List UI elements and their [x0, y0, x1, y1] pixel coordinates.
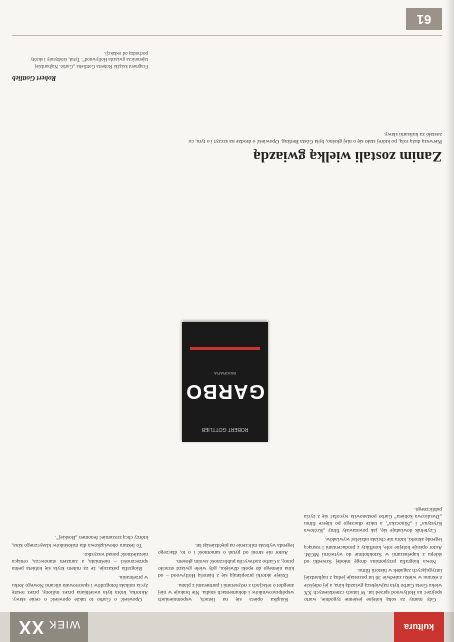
binding-shadow	[446, 0, 454, 642]
source-footnote: Fragment książki Roberta Gottlieba „Garbo. Najbardziej tajemnicza gwiazda Hollywood”. Tytuł, śródtytuły i skróty pochodzą od redakcji.	[30, 49, 148, 68]
magazine-name	[10, 612, 88, 642]
paragraph: To lektura obowiązkowa dla miłośników klasycznego kina, którzy chcą zrozumieć fenomen „Boskiej”.	[12, 534, 148, 548]
cover-subtitle: BIOGRAFIA	[214, 371, 236, 376]
paragraph: Dzieje aktorki przeplatają się z historią Hollywood – od kina niemego do epoki dźwięku, gdy wiele gwiazd straciło pracę, a Garbo zachwyciła publiczność swoim głosem.	[158, 557, 294, 579]
magazine-title: WIEK	[48, 618, 81, 630]
page-number: 61	[406, 8, 442, 30]
cover-stripe	[190, 347, 260, 350]
article-column-3	[12, 531, 148, 602]
book-cover-image	[182, 322, 268, 442]
cover-author: ROBERT GOTTLIEB	[201, 426, 249, 432]
article-column-2	[158, 538, 294, 602]
paragraph: Gdy mamy za sobą kolejne jesienne tygodnie, warto spojrzeć na Hollywood sprzed lat. W latach czterdziestych XX wieku Greta Garbo była największą gwiazdą kina, a jej odejście z ekranu w wieku zaledwie 36 lat pozostaje jedną z najbardziej intrygujących zagadek w historii filmu.	[303, 567, 442, 602]
section-label: kultura	[394, 612, 444, 642]
paragraph: Książka opiera się na listach, wspomnieniach współpracowników i dokumentach studia. Nie brakuje w niej anegdot o relacjach z reżyserami i partnerami z planu.	[158, 581, 294, 602]
article-headline: Zanim zostali wielką gwiazdą	[253, 148, 442, 164]
article-author: Robert Gottlieb	[12, 74, 57, 82]
article-column-1	[304, 502, 442, 602]
footer-divider	[12, 35, 442, 36]
paragraph: Biografia pokazuje, że za mitem kryła się kobieta pełna sprzeczności – nieśmiała, a zarazem stanowcza, ceniąca niezależność ponad wszystko.	[12, 550, 148, 572]
paragraph: Nowa biografia przypomina drogę młodej Szwedki od sklepu z kapeluszami w Sztokholmie do wytwórni MGM. Autor opisuje kolejne role, konflikty z producentami i rosnącą legendę aktorki, która nie chciała udzielać wywiadów.	[304, 536, 442, 564]
paragraph: Czytelnik dowiaduje się, jak powstawały filmy „Królowa Krystyna” i „Ninoczka”, a także dlaczego po klęsce filmu „Dwulicowa kobieta” Garbo postanowiła wycofać się z życia publicznego.	[304, 505, 442, 534]
article-lead: Pierwszą dużą rolą, po której stało się o niej głośno, była Gösta Berling. Opowieść o drodze na szczyt i o tym, co zostało za kulisami sławy.	[188, 130, 442, 144]
paragraph: Autor nie stroni od pytań o samotność i o to, dlaczego legenda wybrała milczenie na pięćdziesiąt lat.	[158, 541, 294, 555]
page-header	[0, 612, 454, 642]
magazine-numeral: XX	[18, 617, 45, 637]
paragraph: Opowieść o Garbo to także opowieść o cenie sławy. Aktorka, która była uwielbiana przez miliony, przez resztę życia unikała fotografów i spacerowała ulicami Nowego Jorku w przebraniu.	[12, 574, 148, 602]
cover-title: GARBO	[185, 380, 265, 402]
